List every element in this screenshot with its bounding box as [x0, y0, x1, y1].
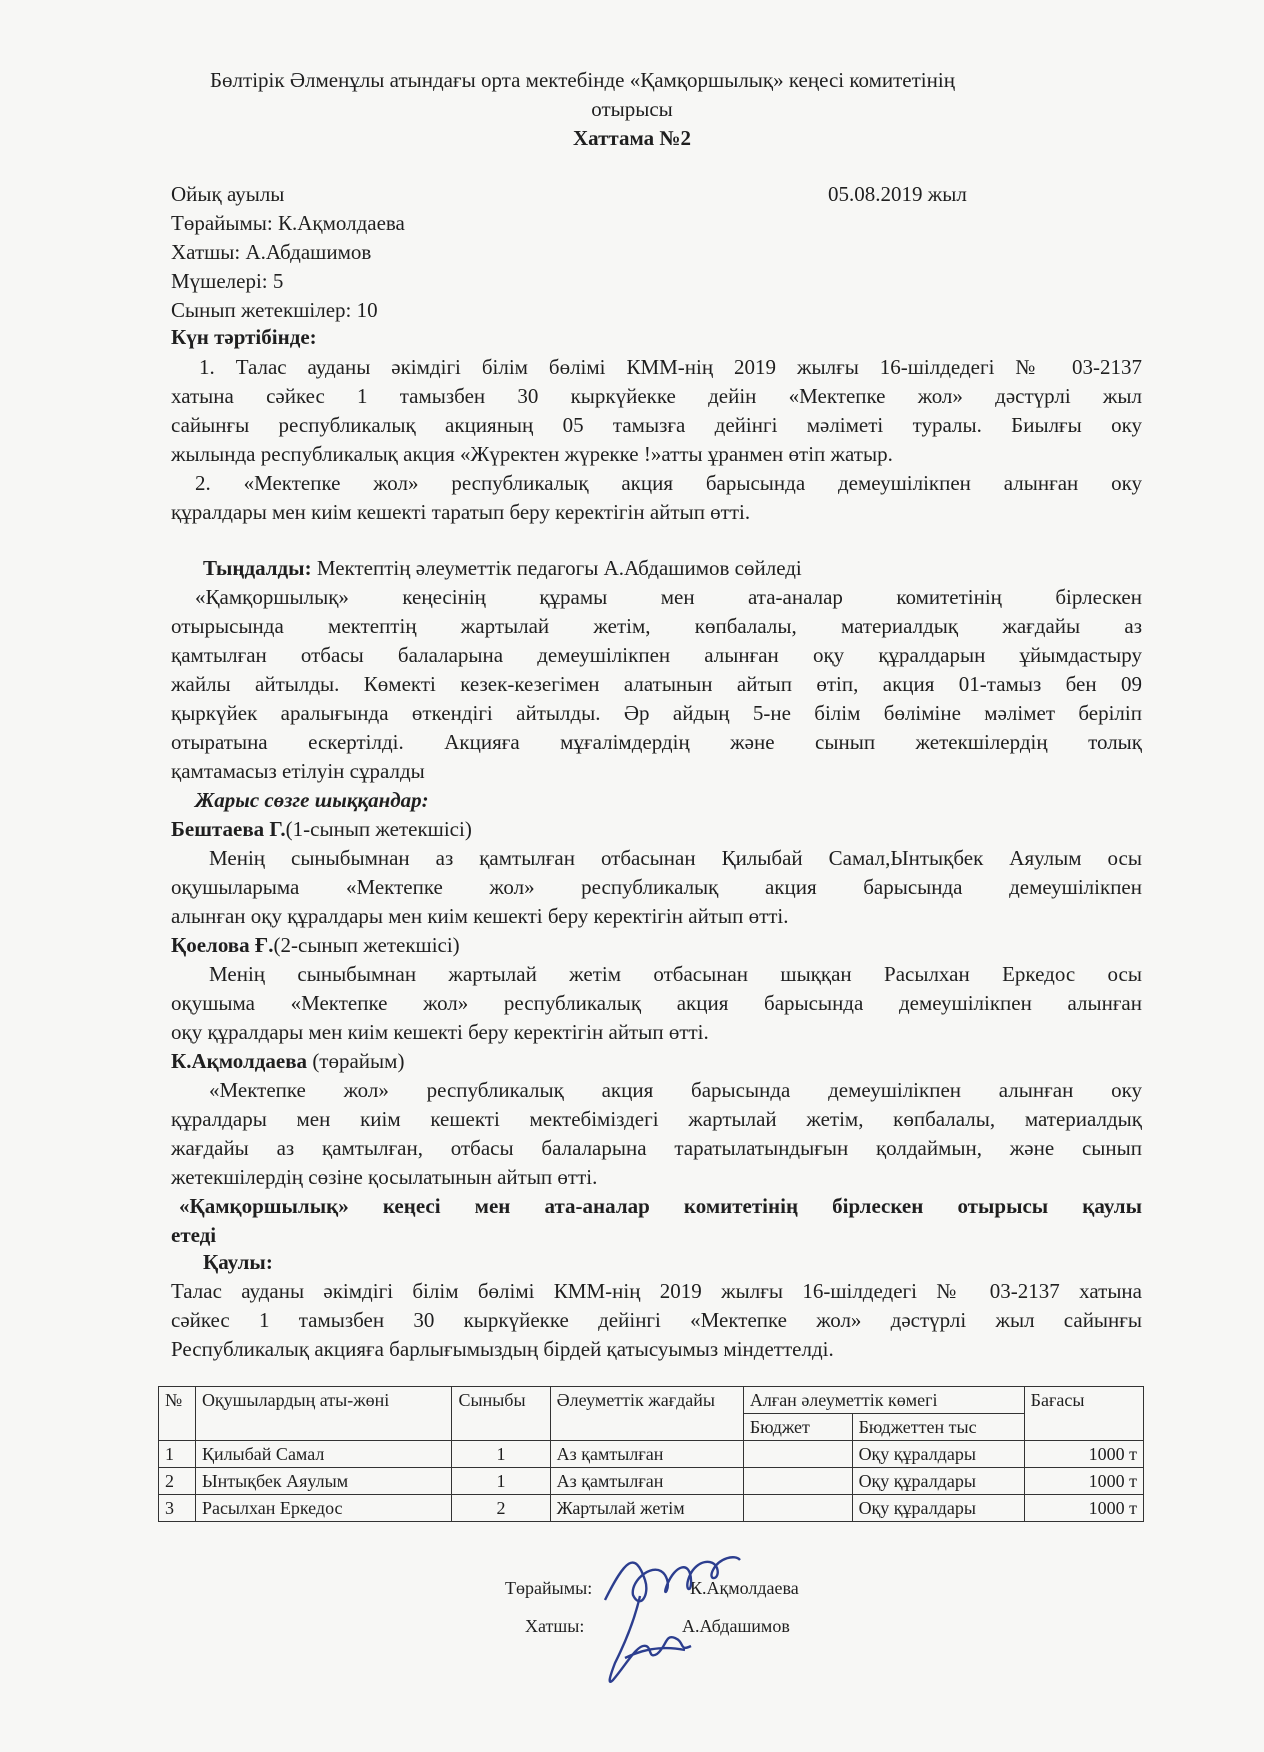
cell-budget — [743, 1441, 852, 1468]
speaker-2-header — [171, 931, 460, 960]
meeting-date: 05.08.2019 жыл — [828, 182, 967, 206]
resolution-body — [171, 1277, 1142, 1364]
listened-body — [171, 583, 1142, 786]
cell-offbudget: Оқу құралдары — [852, 1468, 1024, 1495]
cell-class: 1 — [452, 1468, 550, 1495]
speaker-1-line: Менің сыныбымнан аз қамтылған отбасынан Қилыбай Самал,Ынтықбек Аяулым осы — [209, 846, 1142, 870]
students-table — [158, 1386, 1144, 1522]
listened-line: отырысында мектептің жартылай жетім, көпбалалы, материалдық жағдайы аз — [171, 614, 1142, 638]
speaker-3-body — [171, 1076, 1142, 1192]
cell-offbudget: Оқу құралдары — [852, 1441, 1024, 1468]
resolution-heading: Қаулы: — [203, 1250, 273, 1274]
agenda-item-2 — [171, 469, 1142, 527]
cell-price: 1000 т — [1024, 1495, 1143, 1522]
village: Ойық ауылы — [171, 182, 285, 206]
listened-intro — [203, 554, 802, 583]
agenda-item-2-line: 2. «Мектепке жол» республикалық акция барысында демеушілікпен алынған оку — [195, 471, 1142, 495]
cell-price: 1000 т — [1024, 1441, 1143, 1468]
listened-line: қамтылған отбасы балаларына демеушілікпен алынған оқу құралдарын ұйымдастыру — [171, 643, 1142, 667]
speaker-1-line: оқушыларыма «Мектепке жол» республикалық акция барысында демеушілікпен — [171, 875, 1142, 899]
col-price: Бағасы — [1024, 1387, 1143, 1441]
chair-signature-name: К.Ақмолдаева — [690, 1578, 799, 1598]
resolution-statement-line: етеді — [171, 1223, 217, 1247]
speaker-1-name: Бештаева Г. — [171, 817, 286, 841]
speaker-3-line: құралдары мен киім кешекті мектебіміздегі жартылай жетім, көпбалалы, материалдық — [171, 1107, 1142, 1131]
speaker-3-line: жетекшілердің сөзіне қосылатынын айтып өтті. — [171, 1165, 598, 1189]
speaker-3-name: К.Ақмолдаева — [171, 1049, 308, 1073]
speaker-1-header — [171, 815, 472, 844]
agenda-item-1 — [171, 353, 1142, 469]
title-line-2: отырысы — [591, 97, 673, 121]
speaker-3-line: «Мектепке жол» республикалық акция барысында демеушілікпен алынған оку — [209, 1078, 1142, 1102]
cell-class: 1 — [452, 1441, 550, 1468]
speaker-3-role: (төрайым) — [307, 1049, 405, 1073]
listened-speaker: Мектептің әлеуметтік педагогы А.Абдашимов сөйледі — [316, 556, 802, 580]
col-name: Оқушылардың аты-жөні — [195, 1387, 452, 1441]
agenda-item-1-line: хатына сәйкес 1 тамызбен 30 кыркүйекке дейін «Мектепке жол» дәстүрлі жыл — [171, 384, 1142, 408]
chair-signature-label: Төрайымы: — [505, 1578, 593, 1598]
speaker-3-header — [171, 1047, 404, 1076]
class-teachers-line: Сынып жетекшілер: 10 — [171, 298, 378, 322]
cell-offbudget: Оқу құралдары — [852, 1495, 1024, 1522]
cell-social: Жартылай жетім — [550, 1495, 743, 1522]
cell-name: Расылхан Еркедос — [195, 1495, 452, 1522]
cell-budget — [743, 1468, 852, 1495]
cell-class: 2 — [452, 1495, 550, 1522]
cell-no: 1 — [159, 1441, 196, 1468]
listened-label: Тыңдалды: — [203, 556, 312, 580]
resolution-statement-line: «Қамқоршылық» кеңесі мен ата-аналар комитетінің бірлескен отырысы қаулы — [179, 1194, 1142, 1218]
speaker-1-body — [171, 844, 1142, 931]
members-line: Мүшелері: 5 — [171, 269, 284, 293]
col-offbudget: Бюджеттен тыс — [852, 1414, 1024, 1441]
cell-price: 1000 т — [1024, 1468, 1143, 1495]
secretary-line: Хатшы: А.Абдашимов — [171, 240, 372, 264]
table-header-row — [159, 1387, 1144, 1414]
speakers-heading: Жарыс сөзге шыққандар: — [195, 788, 429, 812]
speaker-2-role: (2-сынып жетекшісі) — [273, 933, 460, 957]
resolution-line: Республикалық акцияға барлығымыздың бірдей қатысуымыз міндеттелді. — [171, 1337, 834, 1361]
resolution-line: сәйкес 1 тамызбен 30 кыркүйекке дейінгі «Мектепке жол» дәстүрлі жыл сайынғы — [171, 1308, 1142, 1332]
listened-line: жайлы айтылды. Көмекті кезек-кезегімен алатынын айтып өтіп, акция 01-тамыз бен 09 — [171, 672, 1142, 696]
agenda-item-1-line: сайынғы республикалық акцияның 05 тамызға дейінгі мәліметі туралы. Биылғы оку — [171, 413, 1142, 437]
chair-line: Төрайымы: К.Ақмолдаева — [171, 211, 405, 235]
resolution-statement — [171, 1192, 1142, 1250]
table-row — [159, 1468, 1144, 1495]
cell-name: Қилыбай Самал — [195, 1441, 452, 1468]
cell-no: 2 — [159, 1468, 196, 1495]
speaker-1-role: (1-сынып жетекшісі) — [285, 817, 472, 841]
resolution-line: Талас ауданы әкімдігі білім бөлімі КММ-нің 2019 жылғы 16-шілдедегі № 03-2137 хатына — [171, 1279, 1142, 1303]
speaker-2-line: Менің сыныбымнан жартылай жетім отбасынан шыққан Расылхан Еркедос осы — [209, 962, 1142, 986]
table-row — [159, 1495, 1144, 1522]
secretary-signature-label: Хатшы: — [525, 1616, 585, 1636]
col-class: Сыныбы — [452, 1387, 550, 1441]
agenda-item-2-line: құралдары мен киім кешекті таратып беру керектігін айтып өтті. — [171, 500, 751, 524]
speaker-3-line: жағдайы аз қамтылған, отбасы балаларына таратылатындығын қолдаймын, және сынып — [171, 1136, 1142, 1160]
speaker-1-line: алынған оқу құралдары мен киім кешекті беру керектігін айтып өтті. — [171, 904, 789, 928]
secretary-signature-scribble — [595, 1588, 705, 1693]
agenda-heading: Күн тәртібінде: — [171, 325, 317, 349]
title-line-1: Бөлтірік Әлменұлы атындағы орта мектебінде «Қамқоршылық» кеңесі комитетінің — [210, 68, 955, 92]
agenda-item-1-line: жылында республикалық акция «Жүректен жүрекке !»атты ұранмен өтіп жатыр. — [171, 442, 893, 466]
col-social: Әлеуметтік жағдайы — [550, 1387, 743, 1441]
agenda-item-1-line: 1. Талас ауданы әкімдігі білім бөлімі КММ-нің 2019 жылғы 16-шілдедегі № 03-2137 — [199, 355, 1142, 379]
cell-no: 3 — [159, 1495, 196, 1522]
protocol-title: Хаттама №2 — [572, 126, 692, 150]
secretary-signature-name: А.Абдашимов — [682, 1616, 790, 1636]
col-budget: Бюджет — [743, 1414, 852, 1441]
speaker-2-line: оқушыма «Мектепке жол» республикалық акция барысында демеушілікпен алынған — [171, 991, 1142, 1015]
speaker-2-name: Қоелова Ғ. — [171, 933, 274, 957]
listened-line: «Қамқоршылық» кеңесінің құрамы мен ата-аналар комитетінің бірлескен — [195, 585, 1142, 609]
table-row — [159, 1441, 1144, 1468]
listened-line: қыркүйек аралығында өткендігі айтылды. Әр айдың 5-не білім бөліміне мәлімет беріліп — [171, 701, 1142, 725]
cell-social: Аз қамтылған — [550, 1441, 743, 1468]
cell-name: Ынтықбек Аяулым — [195, 1468, 452, 1495]
listened-line: қамтамасыз етілуін сұралды — [171, 759, 425, 783]
col-no: № — [159, 1387, 196, 1441]
speaker-2-line: оқу құралдары мен киім кешекті беру керектігін айтып өтті. — [171, 1020, 709, 1044]
cell-social: Аз қамтылған — [550, 1468, 743, 1495]
cell-budget — [743, 1495, 852, 1522]
listened-line: отыратына ескертілді. Акцияға мұғалімдердің және сынып жетекшілердің толық — [171, 730, 1142, 754]
speaker-2-body — [171, 960, 1142, 1047]
col-help: Алған әлеуметтік көмегі — [743, 1387, 1024, 1414]
